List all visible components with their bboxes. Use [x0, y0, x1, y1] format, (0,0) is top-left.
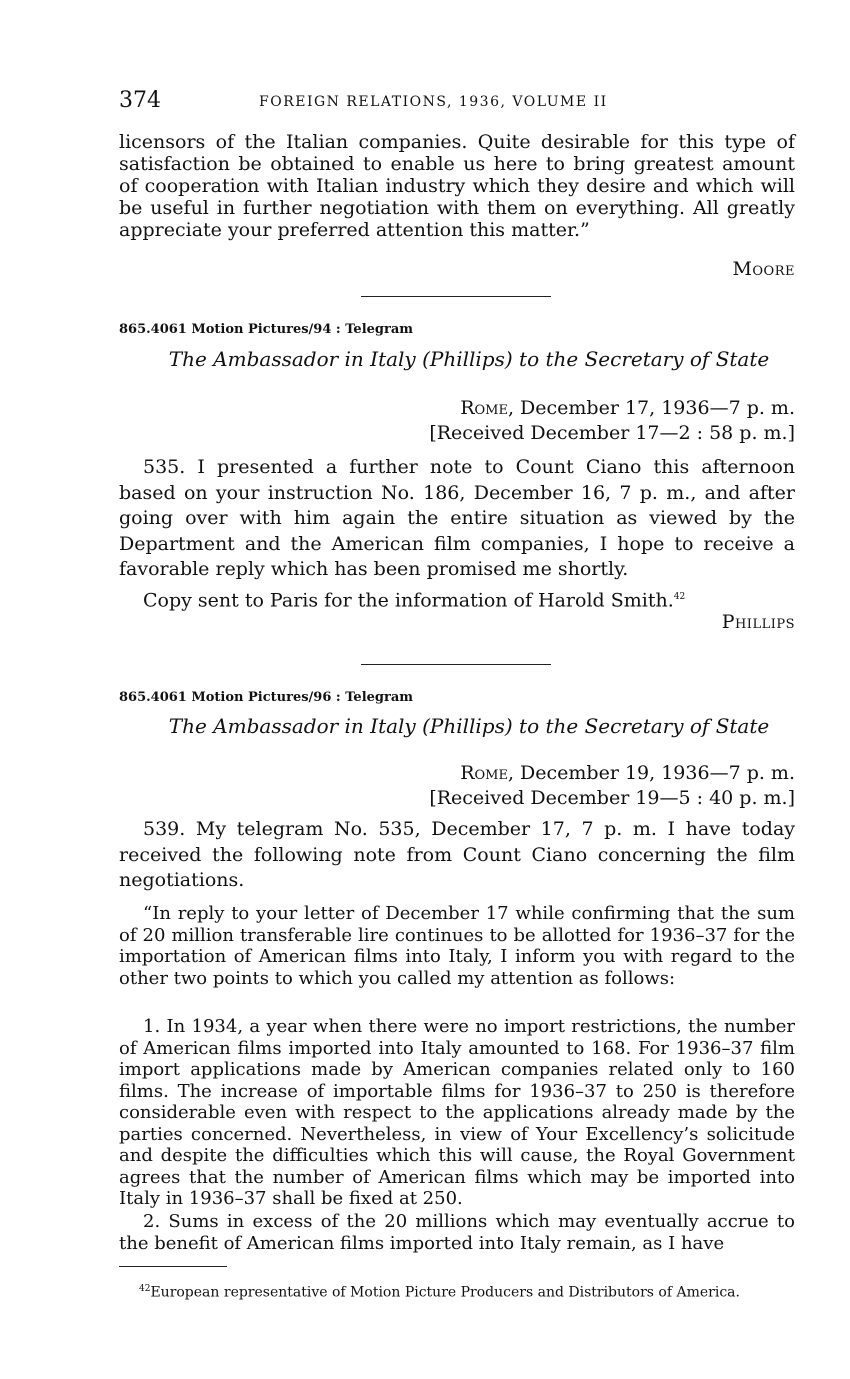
- doc2-received: [Received December 19—5 : 40 p. m.]: [429, 787, 795, 809]
- doc2-dateline: [119, 761, 795, 811]
- doc1-received: [Received December 17—2 : 58 p. m.]: [429, 422, 795, 444]
- doc2-title: The Ambassador in Italy (Phillips) to the Secretary of State: [168, 714, 770, 738]
- footnote: $^{42}$European representative of Motion Picture Producers and Distributors of America.: [139, 1284, 740, 1301]
- quote-item-2: 2. Sums in excess of the 20 millions which may eventually accrue to the benefit of American films imported into Italy remain, as I have: [119, 1211, 795, 1254]
- footnote-reference: 42: [673, 592, 686, 602]
- doc2-reference: 865.4061 Motion Pictures/96 : Telegram: [119, 690, 414, 705]
- doc1-paragraph-1: 535. I presented a further note to Count Ciano this afternoon based on your instruction No. 186, December 16, 7 p. m., and after going over with him again the entire situation as viewed by the Department and the American film companies, I hope to receive a favorable reply which has been promised me shortly.: [119, 456, 795, 580]
- doc2-paragraph-1: 539. My telegram No. 535, December 17, 7 p. m. I have today received the following note from Count Ciano concerning the film negotiations.: [119, 818, 795, 891]
- doc2-place: Rome: [460, 762, 508, 784]
- footnote-divider: [119, 1266, 227, 1267]
- section-divider: [361, 664, 551, 665]
- running-head-title: FOREIGN RELATIONS, 1936, VOLUME II: [259, 94, 608, 110]
- doc1-title: The Ambassador in Italy (Phillips) to the Secretary of State: [168, 347, 770, 371]
- page-number: 374: [119, 88, 161, 113]
- doc1-reference: 865.4061 Motion Pictures/94 : Telegram: [119, 322, 414, 337]
- running-head: [119, 88, 795, 118]
- section-divider: [361, 296, 551, 297]
- continued-paragraph: licensors of the Italian companies. Quite desirable for this type of satisfaction be obtained to enable us here to bring greatest amount of cooperation with Italian industry which they desire and which will be useful in further negotiation with them on everything. All greatly appreciate your preferred attention this matter.”: [119, 131, 795, 241]
- signature-phillips: Phillips: [721, 611, 795, 633]
- quote-intro: “In reply to your letter of December 17 while confirming that the sum of 20 million transferable lire continues to be allotted for 1936–37 for the importation of American films into Italy, I inform you with regard to the other two points to which you called my attention as follows:: [119, 903, 795, 989]
- doc1-date: , December 17, 1936—7 p. m.: [507, 397, 795, 419]
- doc2-date: , December 19, 1936—7 p. m.: [507, 762, 795, 784]
- doc1-place: Rome: [460, 397, 508, 419]
- doc1-dateline: [119, 396, 795, 446]
- footnote-mark: 42: [139, 1284, 151, 1294]
- quote-item-1: 1. In 1934, a year when there were no import restrictions, the number of American films imported into Italy amounted to 168. For 1936–37 film import applications made by American companies related only to 160 films. The increase of importable films for 1936–37 to 250 is therefore considerable even with respect to the applications already made by the parties concerned. Nevertheless, in view of Your Excellency’s solicitude and despite the difficulties which this will cause, the Royal Government agrees that the number of American films which may be imported into Italy in 1936–37 shall be fixed at 250.: [119, 1016, 795, 1209]
- signature-moore: Moore: [732, 258, 795, 280]
- doc1-paragraph-2: Copy sent to Paris for the information of Harold Smith.$^{42}$: [143, 589, 686, 612]
